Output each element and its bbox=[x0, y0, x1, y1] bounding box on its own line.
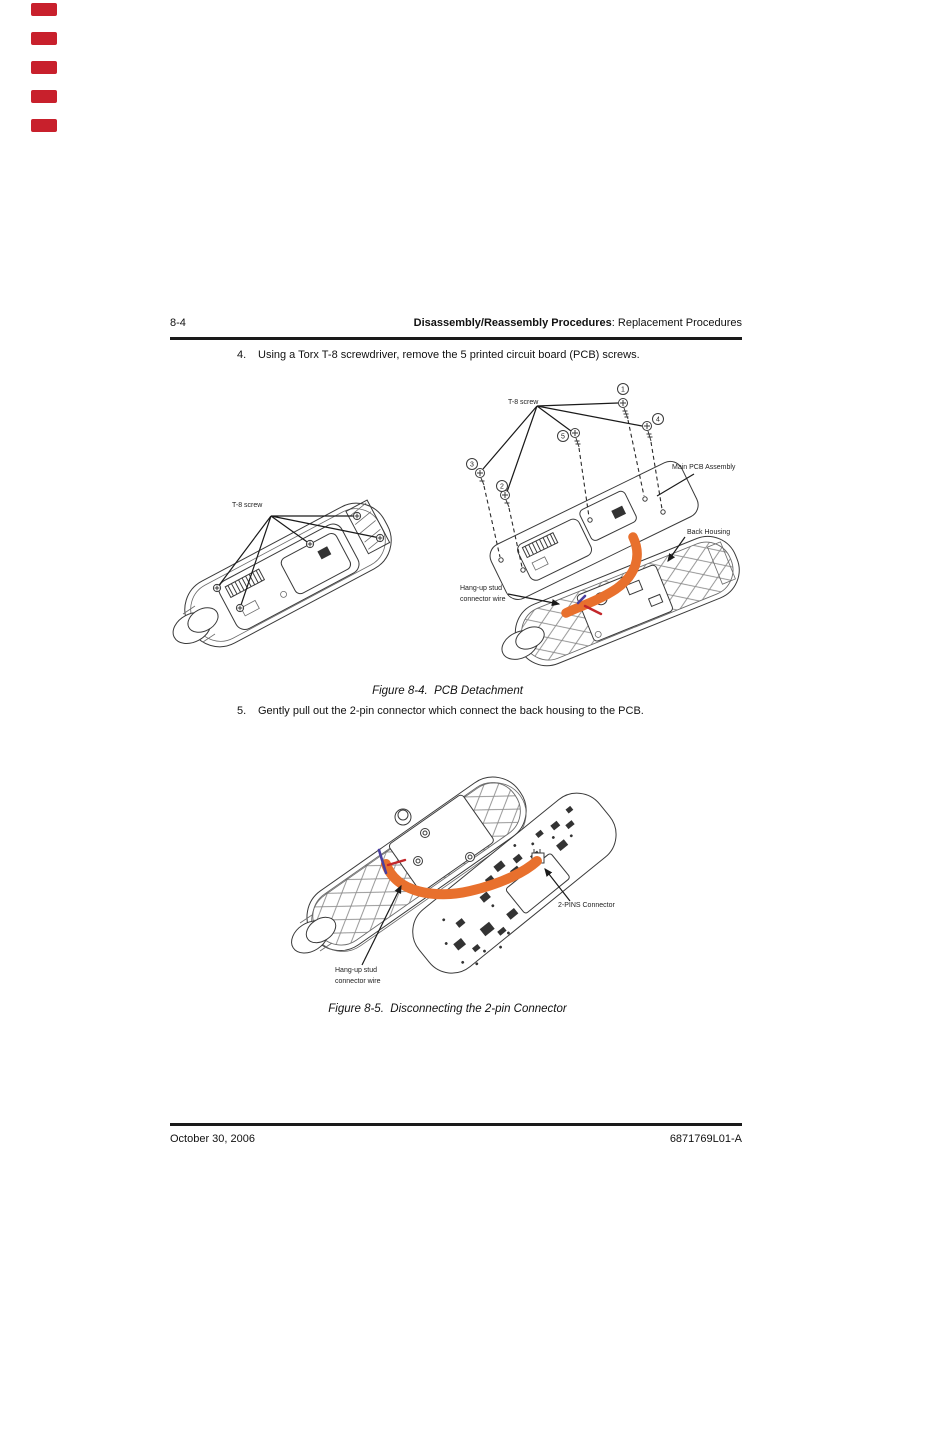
step-5-text: Gently pull out the 2-pin connector which connect the back housing to the PCB. bbox=[258, 705, 644, 717]
running-header-section: Disassembly/Reassembly Procedures bbox=[413, 317, 612, 329]
figure-8-4-illustration bbox=[170, 380, 755, 685]
running-header-subsection: : Replacement Procedures bbox=[611, 317, 742, 329]
t8-screw-label-right: T-8 screw bbox=[508, 399, 539, 406]
step-4-number: 4. bbox=[237, 349, 247, 361]
page-number: 8-4 bbox=[170, 317, 186, 329]
red-edge-mark bbox=[31, 61, 57, 74]
figure-8-5-drawing bbox=[278, 733, 690, 1005]
screw-number-2: 2 bbox=[500, 483, 504, 491]
screw-number-4: 4 bbox=[656, 416, 660, 424]
hang-up-stud-label-2-line1: Hang-up stud bbox=[335, 967, 378, 974]
screw-number-1: 1 bbox=[621, 386, 625, 394]
step-5-number: 5. bbox=[237, 705, 247, 717]
screw-number-5: 5 bbox=[561, 433, 565, 441]
hang-up-stud-label-2-line2: connector wire bbox=[335, 977, 381, 985]
step-4-text: Using a Torx T-8 screwdriver, remove the 5 printed circuit board (PCB) screws. bbox=[258, 349, 640, 361]
figure-8-4-left-device-drawing bbox=[175, 490, 415, 682]
footer-date: October 30, 2006 bbox=[170, 1133, 256, 1145]
t8-screw-label-left: T-8 screw bbox=[232, 502, 263, 509]
red-edge-mark bbox=[31, 3, 57, 16]
footer-doc-number: 6871769L01-A bbox=[669, 1133, 742, 1145]
hang-up-stud-label-line2: connector wire bbox=[460, 595, 506, 603]
main-pcb-assembly-label: Main PCB Assembly bbox=[672, 464, 736, 471]
red-edge-mark bbox=[31, 32, 57, 45]
hang-up-stud-label-line1: Hang-up stud bbox=[460, 585, 503, 592]
header-rule bbox=[170, 337, 742, 340]
hang-up-stud-label-2 bbox=[335, 966, 381, 987]
back-housing-label: Back Housing bbox=[687, 529, 731, 536]
figure-8-4-caption: Figure 8-4. PCB Detachment bbox=[372, 685, 523, 697]
hang-up-stud-label bbox=[460, 584, 506, 605]
step-5 bbox=[237, 705, 644, 717]
figure-8-5-illustration bbox=[278, 733, 690, 1001]
step-4 bbox=[237, 349, 640, 361]
red-edge-mark bbox=[31, 119, 57, 132]
footer-rule bbox=[170, 1123, 742, 1126]
running-header bbox=[414, 317, 742, 329]
screw-number-3: 3 bbox=[470, 461, 474, 469]
figure-8-5-caption: Figure 8-5. Disconnecting the 2-pin Connector bbox=[328, 1003, 567, 1015]
red-edge-mark bbox=[31, 90, 57, 103]
two-pins-connector-label: 2-PINS Connector bbox=[558, 902, 615, 909]
